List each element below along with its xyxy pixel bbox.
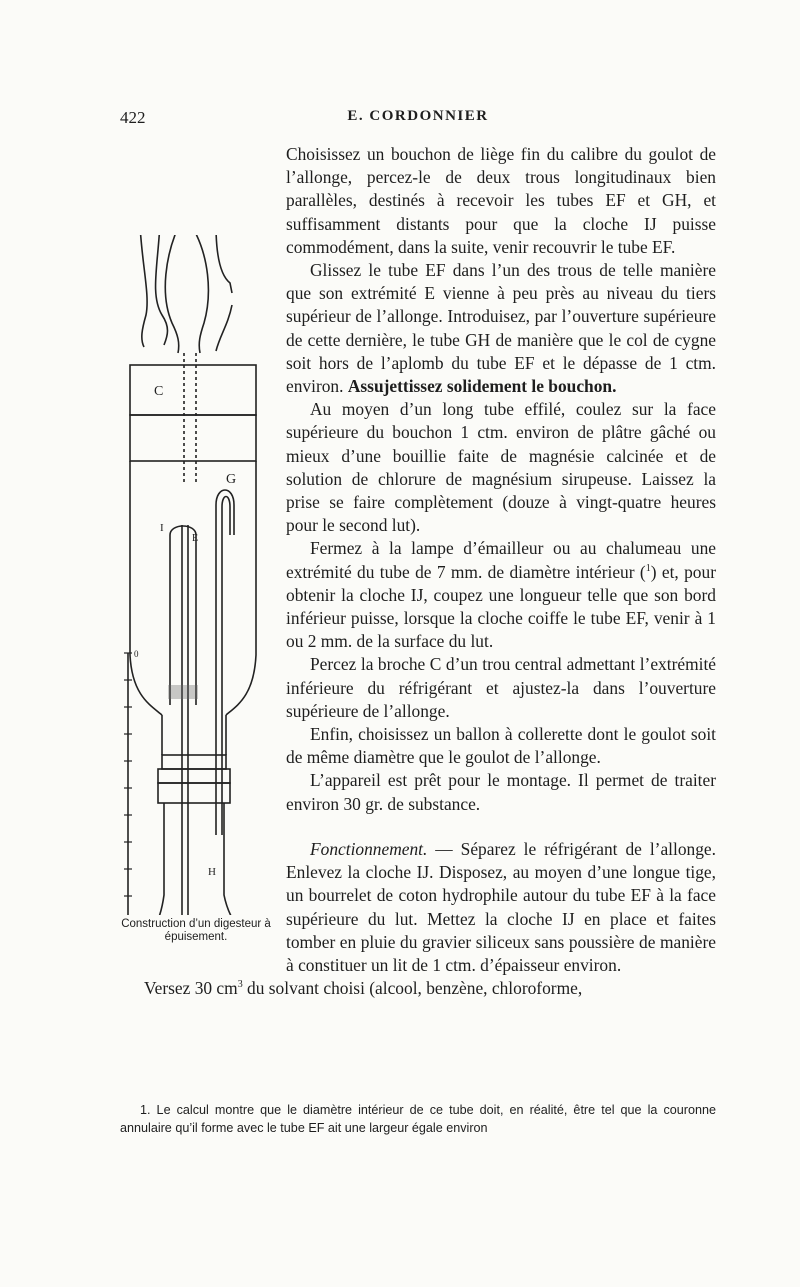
superscript-3: 3 <box>237 979 243 991</box>
bell-ij <box>170 526 199 705</box>
flask-left <box>140 803 164 915</box>
gravel-bed <box>168 685 198 699</box>
flask-right <box>224 803 256 915</box>
figure-caption: Construction d’un digesteur à épuisement. <box>121 918 271 943</box>
paragraph-3: Au moyen d’un long tube effilé, coulez sur la face supérieure du bouchon 1 ctm. environ de plâtre gâché ou mieux d’une bouillie faite de magnésie calcinée et de solution de chlorure de magnésium sirupeuse. Laissez la prise se faire complètement (douze à vingt-quatre heures pour le second lut). <box>286 399 716 536</box>
cork-mid <box>158 769 230 783</box>
paragraph-4-b: ) et, pour obtenir la cloche IJ, coupez une longueur telle que son bord inférieur puisse, lorsque la cloche coiffe le tube EF, venir à 1 ou 2 mm. de la surface du lut. <box>286 561 716 652</box>
stopper-c <box>130 365 256 415</box>
stopper-c-lower <box>130 415 256 461</box>
page-header <box>120 108 716 134</box>
body-text <box>120 143 716 1000</box>
paragraph-9-a: Versez 30 cm <box>144 978 238 999</box>
paragraph-7: L’appareil est prêt pour le montage. Il permet de traiter environ 30 gr. de substance. <box>286 770 716 814</box>
allonge-right-wall <box>226 461 256 715</box>
label-g: G <box>226 472 237 487</box>
condenser-outline-right-2 <box>216 305 232 351</box>
page-number: 422 <box>120 108 146 127</box>
condenser-outline-left-outer <box>140 235 147 347</box>
allonge-left-wall <box>130 461 162 715</box>
condenser-outline-right <box>216 235 232 293</box>
extractor-drawing <box>120 235 272 915</box>
label-scale-0: 0 <box>134 649 139 659</box>
paragraph-9 <box>120 977 716 1000</box>
footnote <box>120 1101 716 1137</box>
section-heading-fonctionnement: Fonctionnement. <box>310 838 428 859</box>
label-i: I <box>160 522 164 534</box>
swan-neck-gh-inner <box>222 497 230 836</box>
cork-bottom <box>158 783 230 803</box>
apparatus-figure <box>120 235 272 969</box>
paragraph-5: Percez la broche C d’un trou central admettant l’extrémité inférieure du réfrigérant et ajustez-la dans l’ouverture supérieure de l’allonge. <box>286 654 716 721</box>
label-c: C <box>154 384 164 399</box>
paragraph-2-bold: Assujettissez solidement le bouchon. <box>347 376 617 397</box>
condenser-inner-right <box>190 235 208 353</box>
footnote-text: 1. Le calcul montre que le diamètre intérieur de ce tube doit, en réalité, être tel que la couronne annulaire qu’il forme avec le tube EF ait une largeur égale environ <box>120 1103 716 1135</box>
paragraph-2-text: Glissez le tube EF dans l’un des trous de telle manière que son extrémité E vienne à peu près au niveau du tiers supérieur de l’allonge. Introduisez, par l’ouverture supérieure de cette dernière, le tube GH de manière que le col de cygne soit hors de l’aplomb du tube EF et le dépasse de 1 ctm. environ. <box>286 260 716 397</box>
label-h: H <box>208 866 216 878</box>
paragraph-4-a: Fermez à la lampe d’émailleur ou au chalumeau une extrémité du tube de 7 mm. de diamètre intérieur ( <box>286 538 716 582</box>
paragraph-9-b: du solvant choisi (alcool, benzène, chloroforme, <box>242 978 583 999</box>
footnote-ref: 1 <box>645 562 651 574</box>
paragraph-6: Enfin, choisissez un ballon à collerette dont le goulot soit de même diamètre que le goulot de l’allonge. <box>286 724 716 768</box>
running-head: E. CORDONNIER <box>347 108 489 124</box>
paragraph-8-text: — Séparez le réfrigérant de l’allonge. Enlevez la cloche IJ. Disposez, au moyen d’une longue tige, un bourrelet de coton hydrophile autour du tube EF à la face supérieure du lut. Mettez la cloche IJ en place et faites tomber en pluie du gravier siliceux sans poussière de manière à constituer un lit de 1 ctm. d’épaisseur environ. <box>286 838 716 975</box>
paragraph-1: Choisissez un bouchon de liège fin du calibre du goulot de l’allonge, percez-le de deux trous longitudinaux bien parallèles, destinés à recevoir les tubes EF et GH, et suffisamment distants pour que la cloche IJ puisse commodément, dans la suite, venir recouvrir le tube EF. <box>286 144 716 257</box>
label-e: E <box>192 533 199 544</box>
